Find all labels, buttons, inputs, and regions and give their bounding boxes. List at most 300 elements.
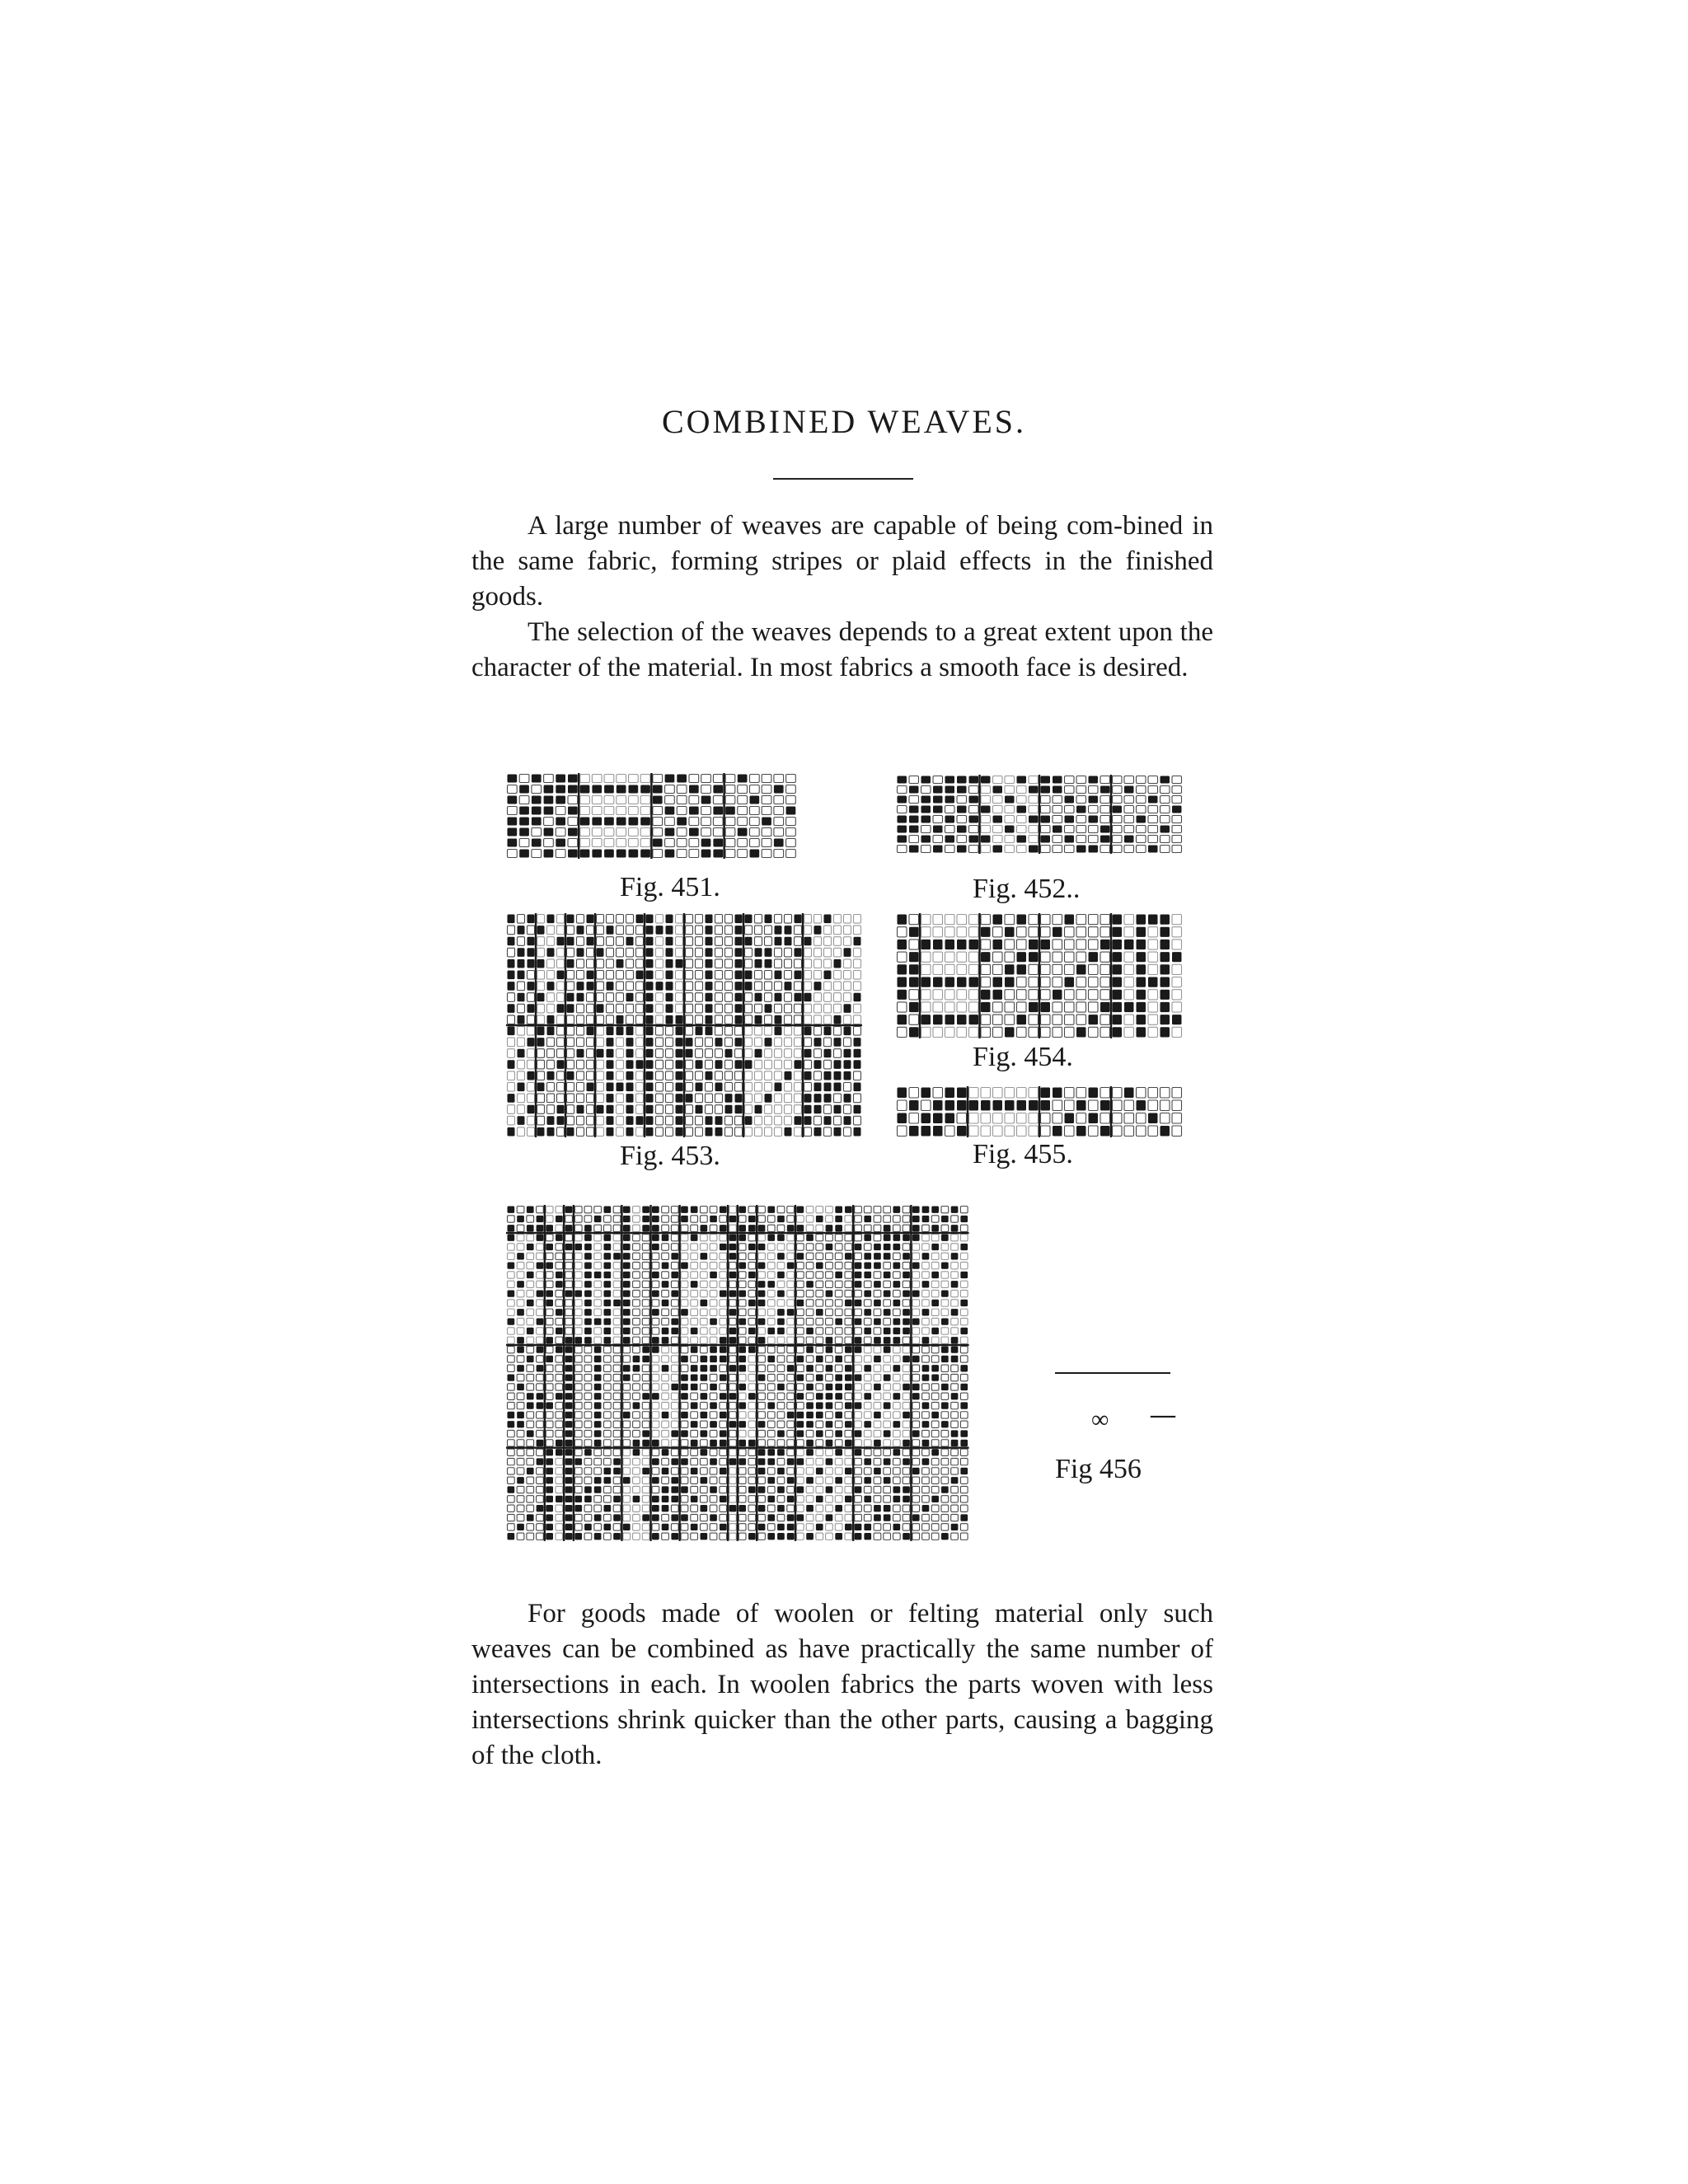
weave-cell (613, 1300, 621, 1306)
weave-cell (642, 1440, 649, 1446)
weave-cell (933, 1113, 943, 1124)
weave-cell (597, 971, 604, 980)
weave-cell (653, 839, 663, 847)
weave-cell (777, 1430, 785, 1436)
weave-cell (787, 1365, 795, 1371)
weave-cell (681, 1374, 688, 1380)
weave-cell (1029, 796, 1039, 804)
weave-cell (864, 1486, 871, 1493)
weave-cell (676, 1127, 683, 1137)
weave-cell (951, 1440, 959, 1446)
weave-cell (785, 971, 792, 980)
weave-cell (755, 1094, 762, 1103)
weave-cell (594, 1365, 602, 1371)
weave-cell (646, 993, 654, 1002)
weave-cell (613, 1234, 621, 1240)
weave-cell (826, 1216, 833, 1222)
weave-cell (945, 786, 955, 794)
weave-cell (1053, 786, 1062, 794)
weave-cell (835, 1458, 842, 1465)
weave-cell (826, 1393, 833, 1399)
weave-cell (951, 1356, 959, 1362)
weave-cell (824, 1105, 832, 1114)
weave-cell (804, 926, 812, 935)
weave-cell (960, 1468, 968, 1474)
weave-cell (797, 1421, 804, 1427)
weave-cell (758, 1290, 766, 1296)
weave-cell (824, 982, 832, 991)
weave-cell (517, 1328, 524, 1334)
weave-cell (893, 1328, 901, 1334)
weave-cell (574, 1318, 582, 1324)
weave-cell (710, 1496, 717, 1502)
weave-cell (969, 796, 979, 804)
weave-cell (874, 1225, 881, 1231)
weave-cell (518, 926, 525, 935)
weave-cell (623, 1374, 631, 1380)
weave-cell (960, 1514, 968, 1521)
weave-cell (922, 1393, 930, 1399)
weave-cell (623, 1216, 631, 1222)
weave-cell (508, 1486, 515, 1493)
weave-cell (696, 993, 703, 1002)
weave-cell (845, 1346, 852, 1352)
weave-cell (662, 1253, 669, 1259)
weave-cell (1148, 1002, 1158, 1012)
weave-cell (738, 1412, 746, 1418)
weave-cell (1137, 927, 1146, 937)
weave-cell (584, 1533, 592, 1540)
weave-cell (665, 850, 675, 858)
weave-cell (945, 990, 955, 1000)
weave-cell (814, 1094, 822, 1103)
weave-cell (546, 1402, 553, 1408)
weave-cell (755, 926, 762, 935)
weave-cell (824, 915, 832, 924)
weave-cell (1100, 990, 1110, 1000)
weave-cell (748, 1393, 756, 1399)
weave-cell (912, 1262, 920, 1268)
weave-cell (729, 1328, 737, 1334)
weave-cell (565, 1449, 573, 1455)
weave-cell (804, 1083, 812, 1092)
weave-cell (797, 1207, 804, 1213)
weave-cell (957, 940, 967, 949)
weave-cell (874, 1477, 881, 1483)
weave-cell (623, 1393, 631, 1399)
weave-cell (748, 1486, 756, 1493)
weave-cell (951, 1486, 959, 1493)
weave-cell (854, 1015, 861, 1024)
weave-cell (701, 818, 711, 826)
weave-cell (665, 775, 675, 783)
weave-cell (701, 796, 711, 804)
weave-cell (710, 1234, 717, 1240)
weave-cell (931, 1207, 939, 1213)
weave-cell (671, 1328, 678, 1334)
weave-cell (671, 1524, 678, 1530)
weave-cell (748, 1384, 756, 1390)
weave-cell (636, 1049, 644, 1058)
weave-cell (933, 940, 943, 949)
weave-cell (1029, 977, 1039, 987)
weave-cell (701, 1328, 708, 1334)
weave-cell (584, 1318, 592, 1324)
weave-cell (1053, 1100, 1062, 1111)
weave-cell (656, 1027, 663, 1036)
weave-cell (597, 1083, 604, 1092)
weave-cell (1029, 1027, 1039, 1037)
weave-cell (1089, 846, 1099, 853)
weave-cell (544, 839, 554, 847)
weave-cell (738, 839, 748, 847)
weave-cell (565, 1328, 573, 1334)
weave-cell (617, 1116, 624, 1125)
weave-cell (1076, 952, 1086, 962)
weave-cell (580, 839, 590, 847)
weave-cell (931, 1365, 939, 1371)
weave-cell (557, 1071, 565, 1080)
weave-cell (537, 1393, 544, 1399)
weave-cell (898, 977, 907, 987)
weave-cell (556, 1234, 563, 1240)
weave-cell (528, 1027, 535, 1036)
weave-cell (696, 982, 703, 991)
weave-cell (565, 1374, 573, 1380)
weave-cell (738, 1346, 746, 1352)
weave-cell (845, 1216, 852, 1222)
weave-cell (893, 1346, 901, 1352)
weave-cell (518, 1027, 525, 1036)
weave-cell (845, 1337, 852, 1343)
weave-cell (816, 1216, 823, 1222)
weave-cell (1113, 846, 1123, 853)
weave-cell (642, 1328, 649, 1334)
weave-cell (864, 1421, 871, 1427)
weave-cell (646, 959, 654, 968)
weave-cell (681, 1393, 688, 1399)
weave-cell (767, 1346, 775, 1352)
weave-cell (969, 1015, 979, 1024)
weave-cell (1041, 927, 1051, 937)
weave-cell (517, 1337, 524, 1343)
weave-cell (556, 1505, 563, 1511)
weave-cell (765, 1038, 772, 1047)
weave-cell (597, 937, 604, 946)
weave-cell (546, 1412, 553, 1418)
weave-cell (715, 915, 723, 924)
weave-cell (785, 937, 792, 946)
weave-cell (546, 1328, 553, 1334)
weave-cell (921, 806, 931, 813)
weave-cell (1113, 1027, 1123, 1037)
weave-cell (607, 1060, 614, 1069)
weave-cell (1148, 1100, 1158, 1111)
weave-cell (738, 1393, 746, 1399)
weave-cell (626, 1127, 634, 1137)
weave-cell (671, 1207, 678, 1213)
weave-cell (642, 1207, 649, 1213)
weave-cell (577, 1094, 584, 1103)
weave-cell (787, 1290, 795, 1296)
weave-cell (567, 1027, 574, 1036)
weave-cell (797, 1281, 804, 1287)
weave-cell (613, 1533, 621, 1540)
weave-cell (824, 1116, 832, 1125)
weave-cell (556, 1328, 563, 1334)
weave-cell (834, 982, 842, 991)
weave-cell (845, 1374, 852, 1380)
weave-cell (626, 1004, 634, 1013)
weave-cell (834, 1015, 842, 1024)
weave-cell (893, 1337, 901, 1343)
weave-cell (884, 1281, 891, 1287)
weave-cell (577, 982, 584, 991)
weave-cell (537, 915, 545, 924)
weave-cell (795, 937, 802, 946)
weave-cell (893, 1486, 901, 1493)
weave-cell (864, 1253, 871, 1259)
weave-cell (797, 1458, 804, 1465)
weave-cell (1160, 806, 1170, 813)
weave-cell (1100, 846, 1110, 853)
weave-cell (710, 1468, 717, 1474)
weave-cell (854, 993, 861, 1002)
weave-cell (544, 850, 554, 858)
weave-cell (701, 1393, 708, 1399)
weave-cell (816, 1356, 823, 1362)
weave-cell (765, 915, 772, 924)
weave-cell (1089, 977, 1099, 987)
weave-cell (981, 1100, 991, 1111)
weave-cell (797, 1337, 804, 1343)
weave-cell (845, 1253, 852, 1259)
weave-cell (758, 1234, 766, 1240)
weave-cell (933, 927, 943, 937)
weave-cell (765, 1116, 772, 1125)
weave-cell (653, 828, 663, 837)
weave-cell (1172, 816, 1182, 823)
weave-cell (508, 1049, 515, 1058)
weave-cell (546, 1207, 553, 1213)
weave-cell (855, 1318, 862, 1324)
weave-cell (951, 1524, 959, 1530)
weave-cell (797, 1374, 804, 1380)
weave-cell (893, 1365, 901, 1371)
weave-cell (604, 1393, 612, 1399)
weave-cell (1113, 1015, 1123, 1024)
weave-cell (546, 1533, 553, 1540)
weave-cell (874, 1505, 881, 1511)
weave-cell (922, 1272, 930, 1278)
weave-cell (765, 1094, 772, 1103)
weave-cell (981, 977, 991, 987)
weave-cell (797, 1309, 804, 1315)
weave-cell (568, 839, 578, 847)
weave-cell (565, 1207, 573, 1213)
weave-cell (597, 1071, 604, 1080)
weave-cell (1089, 786, 1099, 794)
weave-cell (1113, 1002, 1123, 1012)
weave-cell (745, 1105, 753, 1114)
weave-cell (758, 1412, 766, 1418)
weave-cell (767, 1207, 775, 1213)
weave-cell (689, 796, 699, 804)
weave-cell (993, 1002, 1003, 1012)
weave-cell (864, 1290, 871, 1296)
weave-cell (626, 1071, 634, 1080)
weave-cell (797, 1365, 804, 1371)
weave-cell (725, 850, 735, 858)
weave-cell (701, 1384, 708, 1390)
weave-cell (785, 1116, 792, 1125)
weave-cell (826, 1486, 833, 1493)
weave-cell (607, 982, 614, 991)
weave-cell (1124, 1100, 1134, 1111)
weave-cell (816, 1468, 823, 1474)
weave-cell (1017, 776, 1027, 784)
weave-cell (686, 915, 693, 924)
weave-cell (893, 1458, 901, 1465)
weave-cell (1005, 940, 1015, 949)
weave-cell (993, 836, 1003, 843)
weave-cell (835, 1356, 842, 1362)
weave-cell (617, 1015, 624, 1024)
weave-cell (696, 1038, 703, 1047)
weave-cell (584, 1468, 592, 1474)
weave-cell (762, 796, 771, 804)
weave-cell (969, 1002, 979, 1012)
weave-cell (662, 1374, 669, 1380)
weave-cell (642, 1384, 649, 1390)
weave-cell (854, 1060, 861, 1069)
weave-cell (777, 1477, 785, 1483)
weave-cell (951, 1244, 959, 1250)
weave-cell (758, 1337, 766, 1343)
weave-cell (604, 828, 614, 837)
weave-cell (738, 828, 748, 837)
weave-cell (835, 1533, 842, 1540)
weave-cell (720, 1365, 727, 1371)
weave-cell (874, 1449, 881, 1455)
weave-cell (568, 785, 578, 794)
weave-cell (864, 1374, 871, 1380)
weave-cell (701, 1524, 708, 1530)
weave-cell (691, 1309, 698, 1315)
weave-cell (854, 1049, 861, 1058)
weave-cell (1137, 1100, 1146, 1111)
weave-cell (508, 959, 515, 968)
weave-cell (556, 1290, 563, 1296)
weave-cell (787, 1412, 795, 1418)
weave-cell (785, 948, 792, 957)
weave-cell (656, 1105, 663, 1114)
weave-cell (584, 1412, 592, 1418)
weave-cell (758, 1309, 766, 1315)
weave-cell (594, 1253, 602, 1259)
weave-cell (1065, 952, 1075, 962)
weave-cell (786, 839, 796, 847)
weave-cell (845, 1365, 852, 1371)
weave-cell (642, 1374, 649, 1380)
weave-cell (689, 785, 699, 794)
weave-cell (1017, 940, 1027, 949)
weave-cell (527, 1384, 534, 1390)
weave-cell (686, 971, 693, 980)
weave-cell (845, 1514, 852, 1521)
weave-cell (508, 1094, 515, 1103)
weave-cell (518, 1083, 525, 1092)
weave-cell (993, 1113, 1003, 1124)
weave-cell (584, 1374, 592, 1380)
weave-cell (652, 1262, 659, 1268)
weave-cell (864, 1272, 871, 1278)
weave-cell (945, 1100, 955, 1111)
weave-cell (774, 807, 784, 815)
weave-cell (806, 1234, 814, 1240)
weave-cell (969, 816, 979, 823)
weave-cell (725, 948, 733, 957)
weave-cell (556, 1468, 563, 1474)
weave-cell (617, 850, 626, 858)
weave-cell (1029, 816, 1039, 823)
weave-cell (785, 1015, 792, 1024)
weave-cell (617, 1127, 624, 1137)
weave-cell (816, 1412, 823, 1418)
weave-cell (745, 1127, 753, 1137)
weave-cell (845, 1225, 852, 1231)
weave-cell (652, 1440, 659, 1446)
weave-cell (587, 1094, 594, 1103)
weave-cell (1148, 816, 1158, 823)
weave-cell (613, 1496, 621, 1502)
weave-cell (748, 1524, 756, 1530)
weave-cell (826, 1356, 833, 1362)
weave-cell (546, 1477, 553, 1483)
weave-cell (844, 982, 851, 991)
weave-cell (1172, 1126, 1182, 1137)
weave-cell (767, 1430, 775, 1436)
weave-cell (941, 1384, 949, 1390)
weave-cell (642, 1468, 649, 1474)
weave-cell (556, 1216, 563, 1222)
weave-cell (640, 818, 650, 826)
weave-cell (755, 1038, 762, 1047)
weave-cell (909, 1002, 919, 1012)
weave-cell (662, 1225, 669, 1231)
weave-cell (701, 1346, 708, 1352)
weave-cell (584, 1300, 592, 1306)
weave-cell (508, 1384, 515, 1390)
weave-cell (981, 964, 991, 974)
weave-cell (537, 1440, 544, 1446)
weave-cell (1148, 952, 1158, 962)
weave-cell (874, 1440, 881, 1446)
weave-cell (826, 1309, 833, 1315)
weave-cell (874, 1524, 881, 1530)
weave-cell (729, 1533, 737, 1540)
weave-cell (617, 982, 624, 991)
weave-cell (834, 1004, 842, 1013)
weave-cell (646, 937, 654, 946)
weave-cell (785, 982, 792, 991)
fig-456-label: Fig 456 (1055, 1454, 1142, 1484)
weave-cell (898, 915, 907, 925)
weave-cell (710, 1244, 717, 1250)
weave-cell (816, 1290, 823, 1296)
weave-cell (671, 1365, 678, 1371)
weave-cell (806, 1207, 814, 1213)
